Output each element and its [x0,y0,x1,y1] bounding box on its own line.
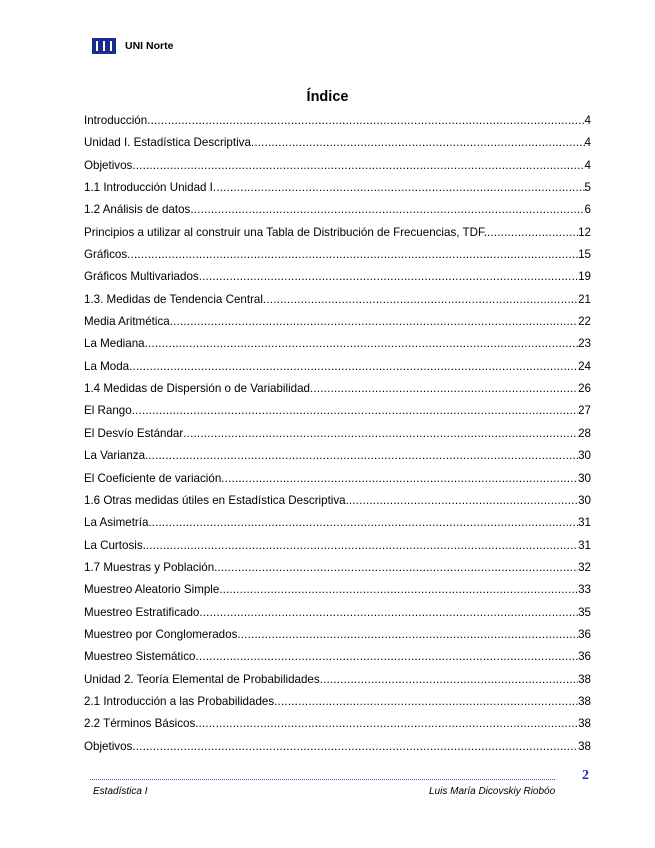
toc-entry-page: 35 [578,605,591,619]
toc-entry[interactable] [84,691,591,713]
toc-dot-leader [132,736,578,758]
toc-dot-leader [198,713,578,735]
toc-entry-label: La Mediana [84,337,145,351]
toc-entry-label: La Varianza. [84,449,149,463]
toc-entry-page: 27 [578,404,591,418]
toc-dot-leader [145,333,579,355]
brand-name: UNI Norte [125,40,174,52]
toc-entry-label: La Moda [84,359,130,373]
toc-entry[interactable] [84,579,591,601]
toc-entry[interactable] [84,713,591,735]
toc-entry[interactable] [84,669,591,691]
toc-entry[interactable] [84,155,591,177]
toc-entry-label: Introducción [84,114,148,127]
toc-entry-page: 38 [578,739,591,753]
toc-entry-page: 12 [578,225,591,239]
toc-entry[interactable] [84,356,591,378]
toc-entry-label: 2.2 Términos Básicos. [84,717,199,731]
toc-dot-leader [274,691,578,713]
toc-entry[interactable] [84,311,591,333]
toc-dot-leader [190,199,584,221]
toc-entry[interactable] [84,624,591,646]
toc-entry-label: Muestreo Aleatorio Simple. [84,583,223,597]
toc-entry-page: 15 [578,248,591,262]
page-header [92,38,173,54]
toc-dot-leader [310,378,578,400]
toc-dot-leader [152,512,578,534]
toc-entry[interactable] [84,535,591,557]
toc-dot-leader [237,624,578,646]
toc-dot-leader [146,535,578,557]
toc-entry-label: Objetivos [84,739,133,753]
toc-entry-page: 28 [578,426,591,440]
toc-entry-page: 5 [584,181,591,195]
toc-entry-label: Muestreo Sistemático [84,650,196,664]
toc-entry[interactable] [84,177,591,199]
toc-dot-leader [170,311,578,333]
toc-dot-leader [320,669,578,691]
toc-entry[interactable] [84,736,591,758]
toc-dot-leader [132,400,578,422]
toc-entry[interactable] [84,222,591,244]
toc-dot-leader [195,646,578,668]
toc-dot-leader [349,490,578,512]
toc-entry-page: 24 [578,359,591,373]
toc-entry[interactable] [84,646,591,668]
toc-entry-page: 23 [578,337,591,351]
toc-entry[interactable] [84,557,591,579]
toc-dot-leader [251,132,585,154]
toc-dot-leader [132,155,584,177]
toc-entry-label: Muestreo Estratificado [84,605,200,619]
toc-entry-page: 38 [578,694,591,708]
toc-entry-page: 36 [578,650,591,664]
toc-entry-page: 6 [584,203,591,217]
toc-entry-page: 30 [578,449,591,463]
toc-entry[interactable] [84,512,591,534]
toc-entry[interactable] [84,445,591,467]
toc-entry[interactable] [84,423,591,445]
toc-entry-page: 26 [578,382,591,396]
toc-entry[interactable] [84,110,591,132]
toc-entry-page: 19 [578,270,591,284]
toc-entry-label: Unidad I. Estadística Descriptiva [84,136,251,150]
toc-entry-label: La Asimetría. [84,516,152,530]
toc-entry-label: Muestreo por Conglomerados [84,627,238,641]
toc-dot-leader [223,579,579,601]
toc-dot-leader [148,445,578,467]
toc-entry[interactable] [84,266,591,288]
toc-entry[interactable] [84,468,591,490]
toc-entry-page: 4 [584,136,591,150]
table-of-contents [84,110,591,758]
toc-dot-leader [127,244,578,266]
footer-divider [90,779,555,780]
toc-dot-leader [263,289,578,311]
toc-entry-page: 4 [584,158,591,172]
toc-entry-label: Gráficos [84,248,128,262]
toc-entry-page: 36 [578,627,591,641]
toc-entry[interactable] [84,602,591,624]
toc-entry-label: 2.1 Introducción a las Probabilidades [84,694,275,708]
toc-dot-leader [487,222,578,244]
toc-entry-label: Gráficos Multivariados [84,270,199,284]
toc-entry-page: 30 [578,471,591,485]
toc-entry-page: 4 [584,114,591,127]
toc-entry[interactable] [84,199,591,221]
toc-entry[interactable] [84,378,591,400]
toc-entry-label: Objetivos [84,158,133,172]
toc-dot-leader [217,557,578,579]
toc-dot-leader [147,110,584,132]
toc-entry-label: El Coeficiente de variación [84,471,222,485]
toc-entry-page: 38 [578,717,591,731]
toc-entry-page: 21 [578,292,591,306]
toc-dot-leader [199,266,578,288]
toc-entry-label: El Rango [84,404,132,418]
toc-entry-page: 32 [578,560,591,574]
toc-entry-page: 22 [578,315,591,329]
toc-entry-label: Media Aritmética [84,315,170,329]
toc-entry-label: Unidad 2. Teoría Elemental de Probabilidades [84,672,320,686]
toc-entry-page: 38 [578,672,591,686]
toc-entry[interactable] [84,400,591,422]
toc-dot-leader [213,177,585,199]
toc-dot-leader [221,468,578,490]
toc-entry-page: 31 [578,538,591,552]
toc-entry[interactable] [84,333,591,355]
toc-entry[interactable] [84,244,591,266]
toc-entry-label: Principios a utilizar al construir una Tabla de Distribución de Frecuencias, TDF. [84,225,487,239]
toc-dot-leader [129,356,578,378]
toc-entry[interactable] [84,289,591,311]
page-number: 2 [582,768,589,783]
toc-entry-page: 33 [578,583,591,597]
uni-logo-icon [92,38,116,54]
toc-entry-label: 1.2 Análisis de datos [84,203,191,217]
toc-entry[interactable] [84,490,591,512]
toc-dot-leader [183,423,578,445]
toc-dot-leader [199,602,578,624]
toc-entry-page: 31 [578,516,591,530]
toc-entry-label: 1.6 Otras medidas útiles en Estadística Descriptiva. [84,493,349,507]
toc-entry[interactable] [84,132,591,154]
footer-course: Estadística I [93,786,148,797]
toc-entry-label: El Desvío Estándar [84,426,184,440]
page-title: Índice [306,89,349,105]
toc-entry-page: 30 [578,493,591,507]
toc-entry-label: 1.7 Muestras y Población. [84,560,218,574]
footer-author: Luis María Dicovskiy Riobóo [429,786,556,797]
toc-entry-label: 1.1 Introducción Unidad I [84,181,213,195]
toc-entry-label: 1.3. Medidas de Tendencia Central [84,292,263,306]
toc-entry-label: La Curtosis. [84,538,146,552]
toc-entry-label: 1.4 Medidas de Dispersión o de Variabilidad [84,382,310,396]
